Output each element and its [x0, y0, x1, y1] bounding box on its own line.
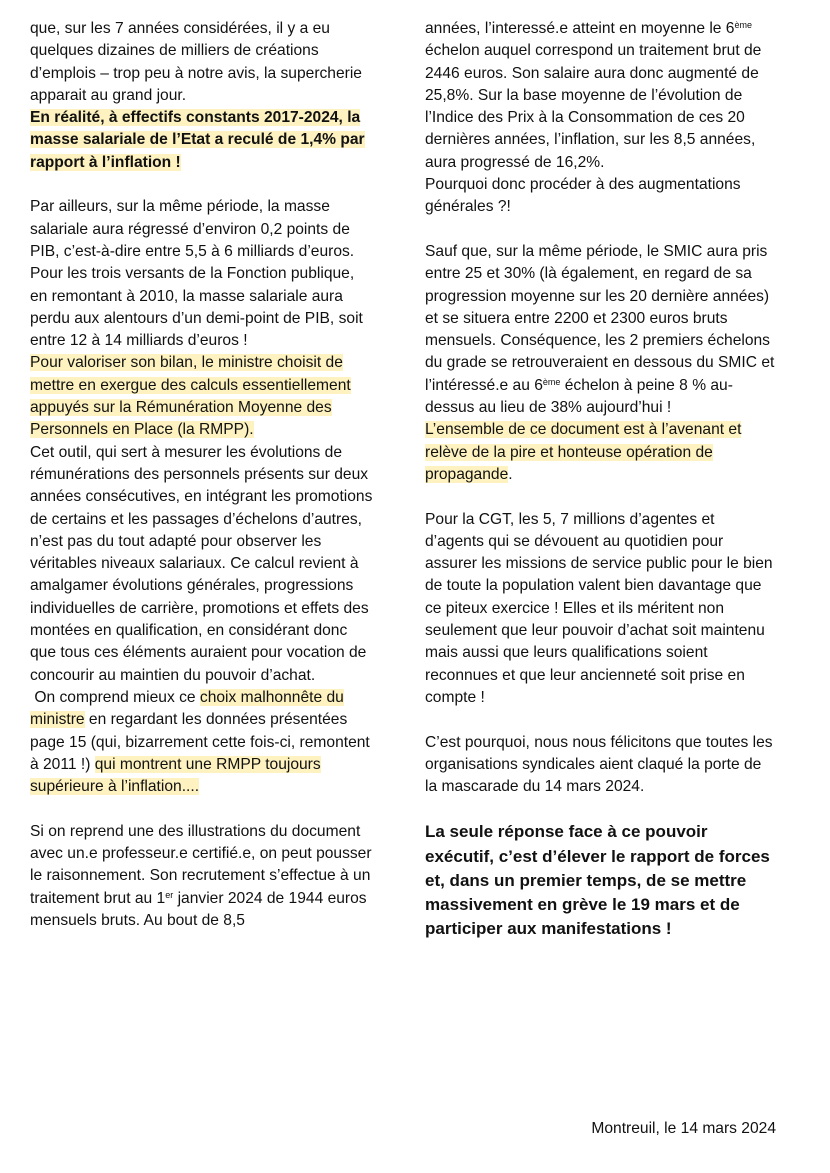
paragraph-5-text-a: On comprend mieux ce — [30, 688, 200, 706]
paragraph-1 — [30, 18, 375, 174]
paragraph-6 — [30, 821, 375, 932]
paragraph-1-text: que, sur les 7 années considérées, il y a eu quelques dizaines de milliers de créations d’emplois – trop peu à notre avis, la supercherie apparait au grand jour. — [30, 20, 362, 104]
paragraph-6-text-b: janvier 2024 de 1944 euros mensuels bruts. Au bout de 8,5 — [30, 889, 367, 929]
right-column — [425, 18, 775, 941]
paragraph-4: Cet outil, qui sert à mesurer les évolutions de rémunérations des personnels présents sur deux années consécutives, en intégrant les promotions de certains et les passages d’échelons d’autres, n’est pas du tout adapté pour observer les véritables niveaux salariaux. Ce calcul revient à amalgamer évolutions générales, progressions individuelles de carrière, promotions et effets des montées en qualification, en considérant donc que tous ces éléments auraient pour vocation de concourir au maintien du pouvoir d’achat. — [30, 443, 373, 684]
paragraph-7 — [425, 18, 775, 174]
paragraph-12: C’est pourquoi, nous nous félicitons que toutes les organisations syndicales aient claqué la porte de la mascarade du 14 mars 2024. — [425, 733, 773, 796]
highlight-bilan-ministre: Pour valoriser son bilan, le ministre choisit de mettre en exergue des calculs essentiellement appuyés sur la Rémunération Moyenne des Personnels en Place (la RMPP). — [30, 354, 351, 439]
signature-date: Montreuil, le 14 mars 2024 — [591, 1120, 776, 1137]
paragraph-10-end: . — [508, 465, 513, 483]
final-call-to-action: La seule réponse face à ce pouvoir exécutif, c’est d’élever le rapport de forces et, dans un premier temps, de se mettre massivement en grève le 19 mars et de participer aux manifestations ! — [425, 822, 770, 939]
paragraph-10 — [425, 419, 775, 486]
left-column — [30, 18, 375, 932]
paragraph-11: Pour la CGT, les 5, 7 millions d’agentes et d’agents qui se dévouent au quotidien pour assurer les missions de service public pour le bien de toute la population valent bien davantage que ce piteux exercice ! Elles et ils méritent non seulement que leur pouvoir d’achat soit maintenu mais aussi que leurs qualifications soient reconnues et que leur ancienneté soit prise en compte ! — [425, 510, 773, 706]
paragraph-5 — [30, 687, 375, 798]
superscript-eme-2: ème — [542, 376, 561, 387]
highlight-effectifs-constants: En réalité, à effectifs constants 2017-2024, la masse salariale de l’Etat a reculé de 1,4% par rapport à l’inflation ! — [30, 109, 365, 171]
paragraph-9-text-b: échelon à peine 8 % au-dessus au lieu de 38% aujourd’hui ! — [425, 376, 733, 417]
paragraph-9-text-a: Sauf que, sur la même période, le SMIC aura pris entre 25 et 30% (là également, en regard de sa progression moyenne sur les 20 dernière années) et se situera entre 2200 et 2300 euros bruts mensuels. Conséquence, les 2 premiers échelons du grade se retrouveraient en dessous du SMIC et l’intéressé.e au 6 — [425, 242, 775, 394]
highlight-choix-malhonnete: choix malhonnête du ministre — [30, 688, 344, 729]
paragraph-3 — [30, 352, 375, 441]
paragraph-7-text-a: années, l’interessé.e atteint en moyenne le 6 — [425, 20, 735, 37]
superscript-er: er — [165, 889, 174, 900]
paragraph-6-text-a: Si on reprend une des illustrations du document avec un.e professeur.e certifié.e, on peut pousser le raisonnement. Son recrutement s’effectue à un traitement brut au 1 — [30, 822, 372, 907]
superscript-eme-1: ème — [734, 20, 752, 30]
paragraph-7-text-b: échelon auquel correspond un traitement brut de 2446 euros. Son salaire aura donc augmenté de 25,8%. Sur la base moyenne de l’évolution de l’Indice des Prix à la Consommation de ces 20 dernières années, l’inflation, sur les 8,5 années, aura progressé de 16,2%. — [425, 42, 762, 171]
paragraph-9 — [425, 241, 775, 419]
highlight-propagande: L’ensemble de ce document est à l’avenant et relève de la pire et honteuse opération de propagande — [425, 421, 742, 483]
paragraph-8: Pourquoi donc procéder à des augmentations générales ?! — [425, 176, 741, 216]
paragraph-5-text-b: en regardant les données présentées page 15 (qui, bizarrement cette fois-ci, remontent à 2011 !) — [30, 711, 370, 773]
highlight-rmpp-inflation: qui montrent une RMPP toujours supérieure à l’inflation.... — [30, 755, 321, 796]
paragraph-2: Par ailleurs, sur la même période, la masse salariale aura régressé d’environ 0,2 points de PIB, c’est-à-dire entre 5,5 à 6 milliards d’euros. Pour les trois versants de la Fonction publique, en remontant à 2010, la masse salariale aura perdu aux alentours d’un demi-point de PIB, soit entre 12 à 14 milliards d’euros ! — [30, 198, 363, 350]
